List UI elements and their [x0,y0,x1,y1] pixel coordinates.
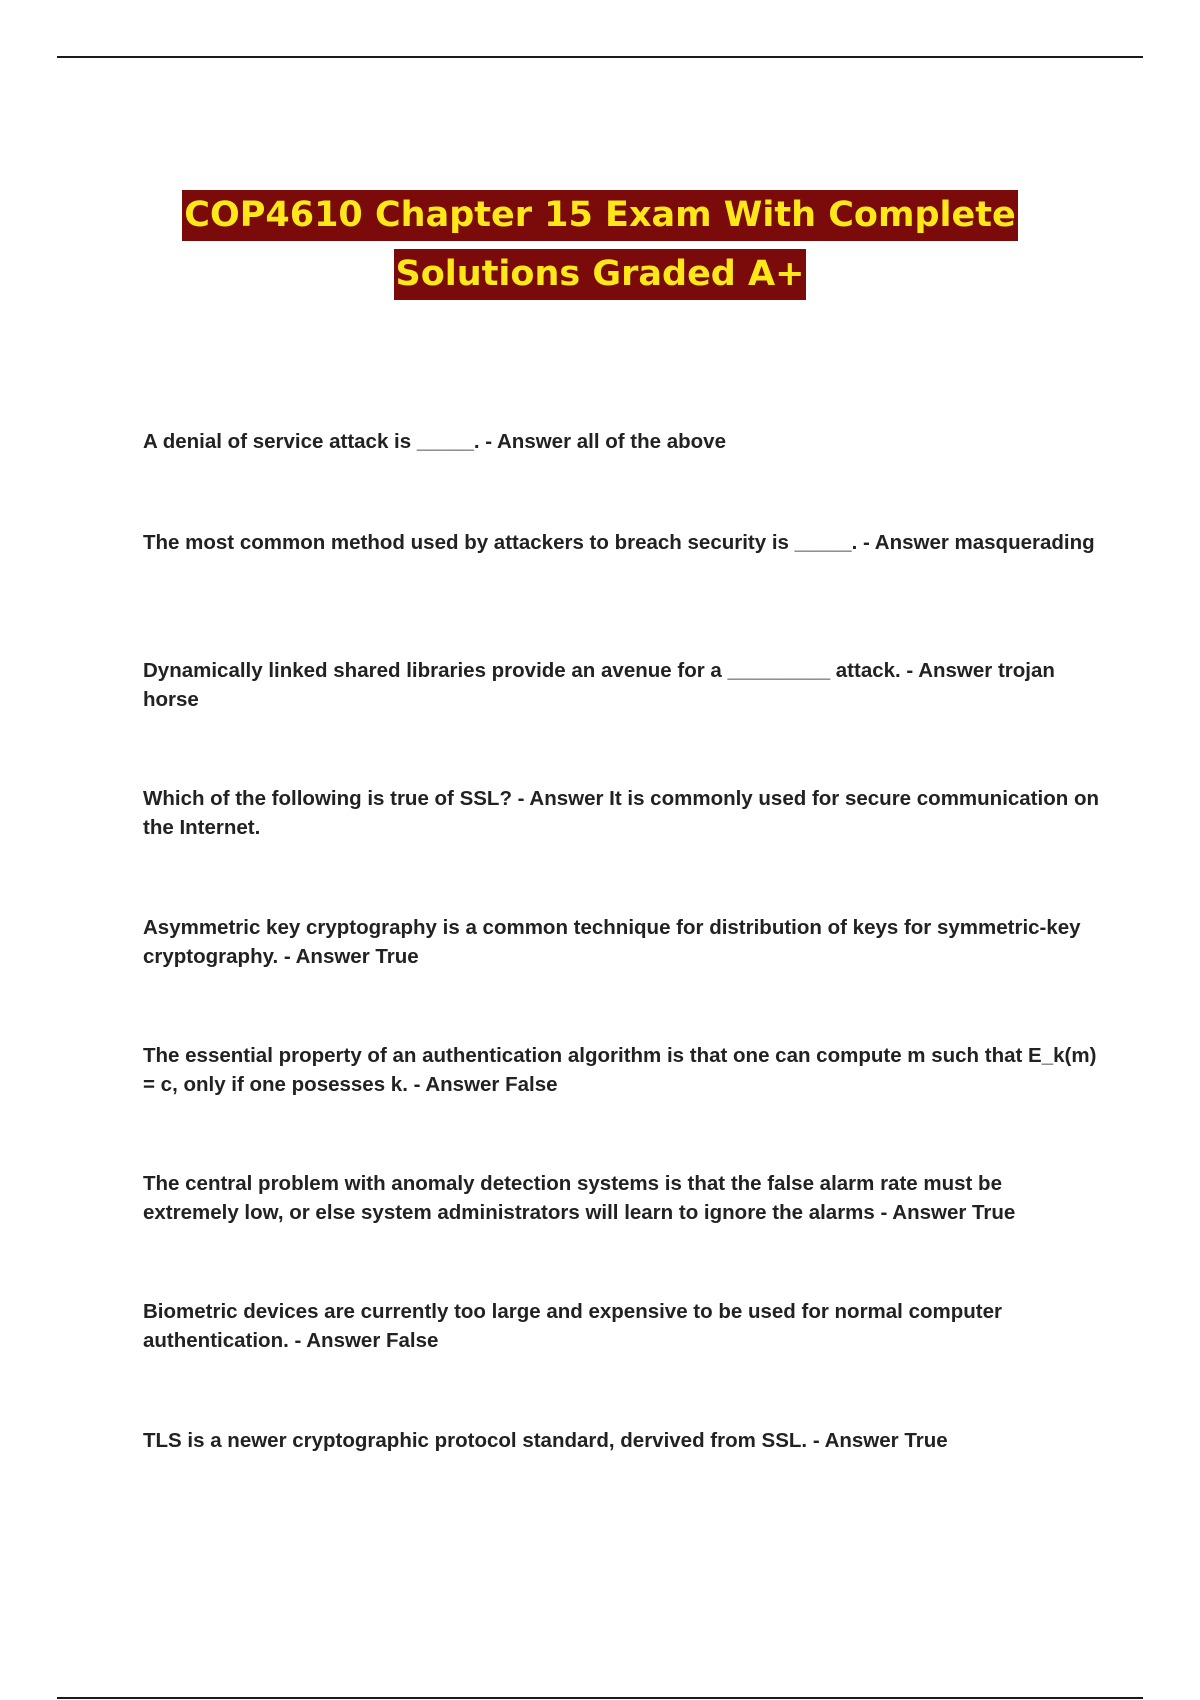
title-line-1: COP4610 Chapter 15 Exam With Complete [182,190,1017,241]
qa-item: Asymmetric key cryptography is a common technique for distribution of keys for symmetric-key cryptography. - Answer True [143,916,1081,968]
qa-item: The central problem with anomaly detection systems is that the false alarm rate must be extremely low, or else system administrators will learn to ignore the alarms - Answer True [143,1172,1016,1224]
title-line-2: Solutions Graded A+ [394,249,807,300]
qa-item: TLS is a newer cryptographic protocol standard, dervived from SSL. - Answer True [143,1429,948,1452]
qa-item: The most common method used by attackers to breach security is _____. - Answer masquerading [143,531,1095,554]
qa-item: Dynamically linked shared libraries provide an avenue for a _________ attack. - Answer trojan horse [143,659,1055,711]
qa-item: Biometric devices are currently too large and expensive to be used for normal computer authentication. - Answer False [143,1300,1002,1352]
qa-item: Which of the following is true of SSL? - Answer It is commonly used for secure communication on the Internet. [143,787,1099,839]
qa-item: The essential property of an authentication algorithm is that one can compute m such that E_k(m) = c, only if one posesses k. - Answer False [143,1044,1097,1096]
footer-rule [57,1697,1143,1699]
qa-item: A denial of service attack is _____. - Answer all of the above [143,430,726,453]
